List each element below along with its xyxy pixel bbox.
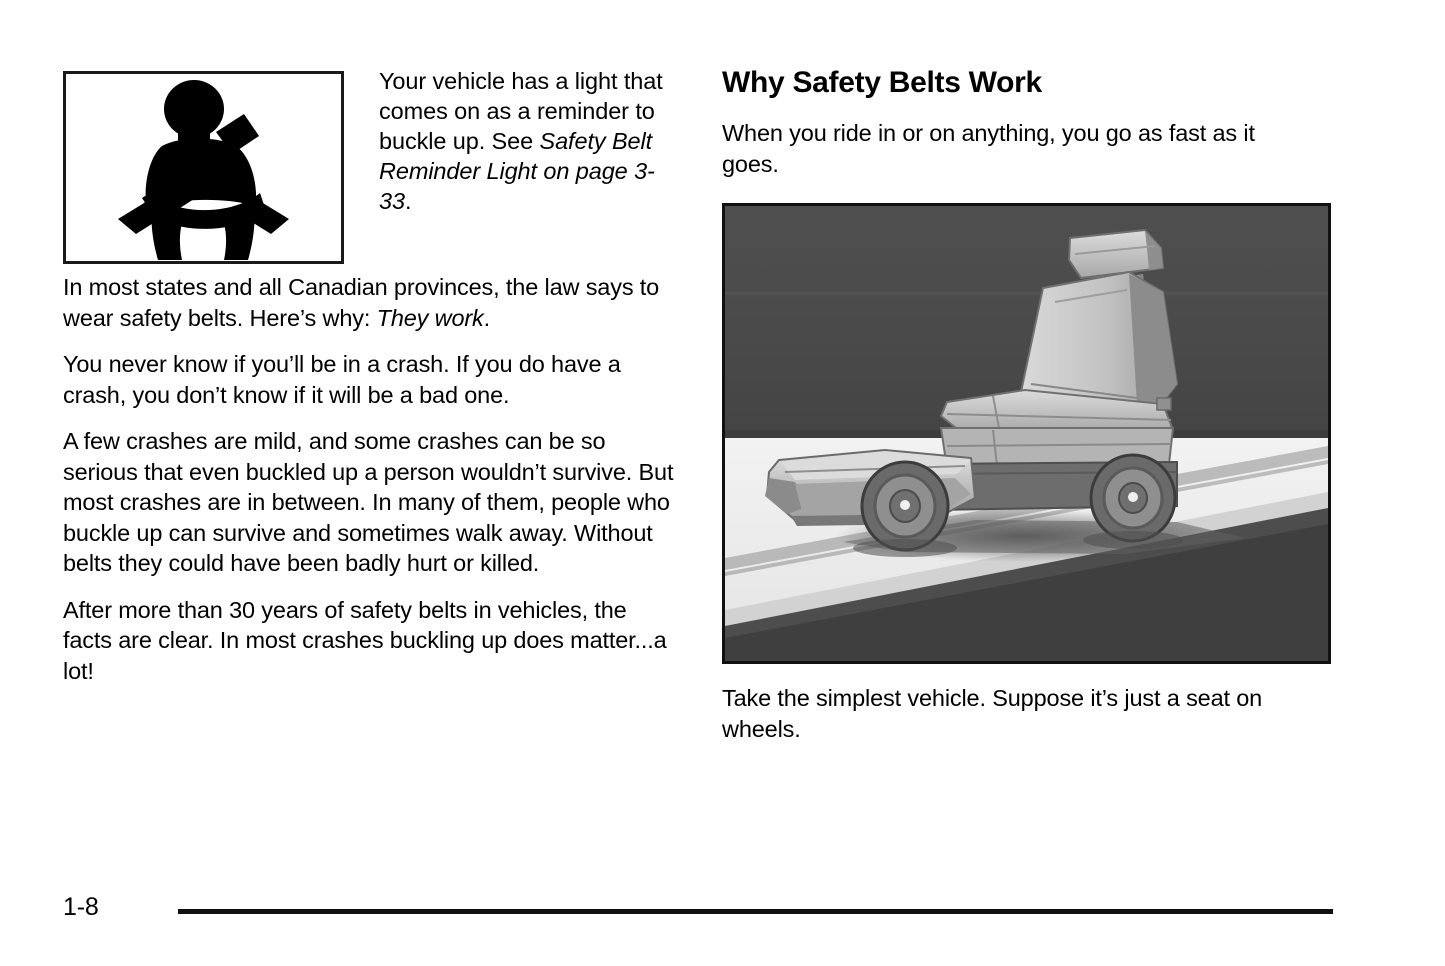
telltale-text-plain-1: Your vehicle has a light that comes on as a reminder to buckle up. See [379, 68, 663, 154]
telltale-text-italic-reference: Safety Belt Reminder Light on page 3-33 [379, 128, 655, 214]
right-column [722, 66, 1336, 768]
seat-on-wheels-figure [722, 203, 1331, 664]
body-paragraph-1 [63, 272, 681, 333]
paragraph-1-italic: They work [376, 304, 484, 331]
body-paragraph-3 [63, 426, 681, 579]
body-paragraph-4 [63, 595, 681, 687]
body-paragraph-2 [63, 349, 681, 410]
paragraph-1-plain-1: In most states and all Canadian provinces, the law says to wear safety belts. Here’s why: [63, 274, 660, 331]
telltale-description-text [379, 66, 679, 216]
left-column [63, 66, 683, 702]
seatbelt-occupant-icon [66, 74, 341, 261]
intro-paragraph: When you ride in or on anything, you go as fast as it goes. [722, 120, 1255, 177]
telltale-with-text-row [63, 66, 683, 272]
section-heading: Why Safety Belts Work [722, 66, 1042, 99]
paragraph-3-plain-1: A few crashes are mild, and some crashes can be so serious that even buckled up a person wouldn’t survive. But most crashes are in between. In many of them, people who buckle up can survive and sometimes walk away. Without belts they could have been badly hurt or killed. [63, 428, 674, 576]
telltale-text-plain-2: . [404, 188, 412, 214]
paragraph-4-plain-1: After more than 30 years of safety belts in vehicles, the facts are clear. In most crashes buckling up does matter...a lot! [63, 596, 667, 684]
figure-caption: Take the simplest vehicle. Suppose it’s just a seat on wheels. [722, 685, 1263, 742]
seat-on-wheels-illustration [725, 206, 1328, 661]
paragraph-2-plain-1: You never know if you’ll be in a crash. If you do have a crash, you don’t know if it will be a bad one. [63, 351, 621, 408]
page-number: 1-8 [63, 893, 99, 921]
footer-rule [178, 909, 1333, 914]
paragraph-1-plain-2: . [483, 304, 491, 331]
page-footer [0, 892, 1445, 942]
safety-belt-reminder-telltale-icon [63, 71, 344, 264]
